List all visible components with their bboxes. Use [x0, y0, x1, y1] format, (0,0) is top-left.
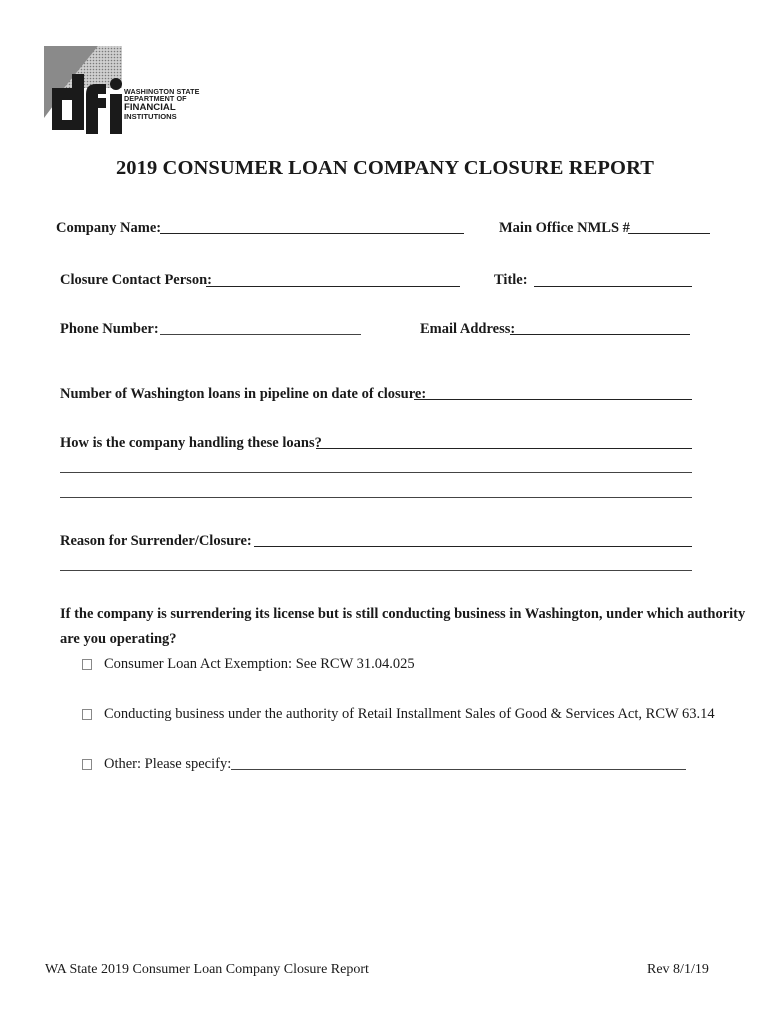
handling-field-line-2[interactable] [60, 472, 692, 473]
reason-field-line-2[interactable] [60, 570, 692, 571]
option-3-checkbox[interactable] [82, 759, 92, 770]
option-1-label: Consumer Loan Act Exemption: See RCW 31.04.025 [104, 656, 415, 672]
title-label: Title: [494, 272, 528, 288]
closure-contact-field[interactable] [206, 286, 460, 287]
option-3-label: Other: Please specify: [104, 756, 232, 772]
logo-line-1: WASHINGTON STATE [124, 87, 200, 96]
footer-right: Rev 8/1/19 [647, 962, 709, 977]
email-label: Email Address: [420, 321, 516, 337]
main-office-nmls-label: Main Office NMLS # [499, 220, 630, 236]
footer-left: WA State 2019 Consumer Loan Company Closure Report [45, 962, 369, 977]
email-field[interactable] [510, 334, 690, 335]
other-specify-field[interactable] [231, 769, 686, 770]
dfi-logo-text [124, 88, 199, 121]
authority-question-line-1: If the company is surrendering its license but is still conducting business in Washington, under which authority [60, 606, 746, 622]
authority-question-line-2: are you operating? [60, 631, 177, 647]
company-name-label: Company Name: [56, 220, 162, 236]
handling-field-line-3[interactable] [60, 497, 692, 498]
pipeline-field[interactable] [414, 399, 692, 400]
company-name-field[interactable] [160, 233, 464, 234]
logo-line-2: DEPARTMENT OF [124, 94, 187, 104]
phone-field[interactable] [160, 334, 361, 335]
title-field[interactable] [534, 286, 692, 287]
reason-label: Reason for Surrender/Closure: [60, 533, 252, 549]
closure-contact-label: Closure Contact Person: [60, 272, 212, 288]
logo-line-4: INSTITUTIONS [124, 112, 177, 121]
handling-field-line-1[interactable] [316, 448, 692, 449]
reason-field-line-1[interactable] [254, 546, 692, 547]
pipeline-label: Number of Washington loans in pipeline on date of closure: [60, 386, 427, 402]
phone-label: Phone Number: [60, 321, 159, 337]
option-1-checkbox[interactable] [82, 659, 92, 670]
logo-line-3: FINANCIAL [124, 101, 176, 113]
handling-label: How is the company handling these loans? [60, 435, 322, 451]
option-2-checkbox[interactable] [82, 709, 92, 720]
main-office-nmls-field[interactable] [628, 233, 710, 234]
page-title: 2019 CONSUMER LOAN COMPANY CLOSURE REPORT [115, 157, 655, 179]
option-2-label: Conducting business under the authority of Retail Installment Sales of Good & Services Act, RCW 63.14 [104, 706, 715, 722]
